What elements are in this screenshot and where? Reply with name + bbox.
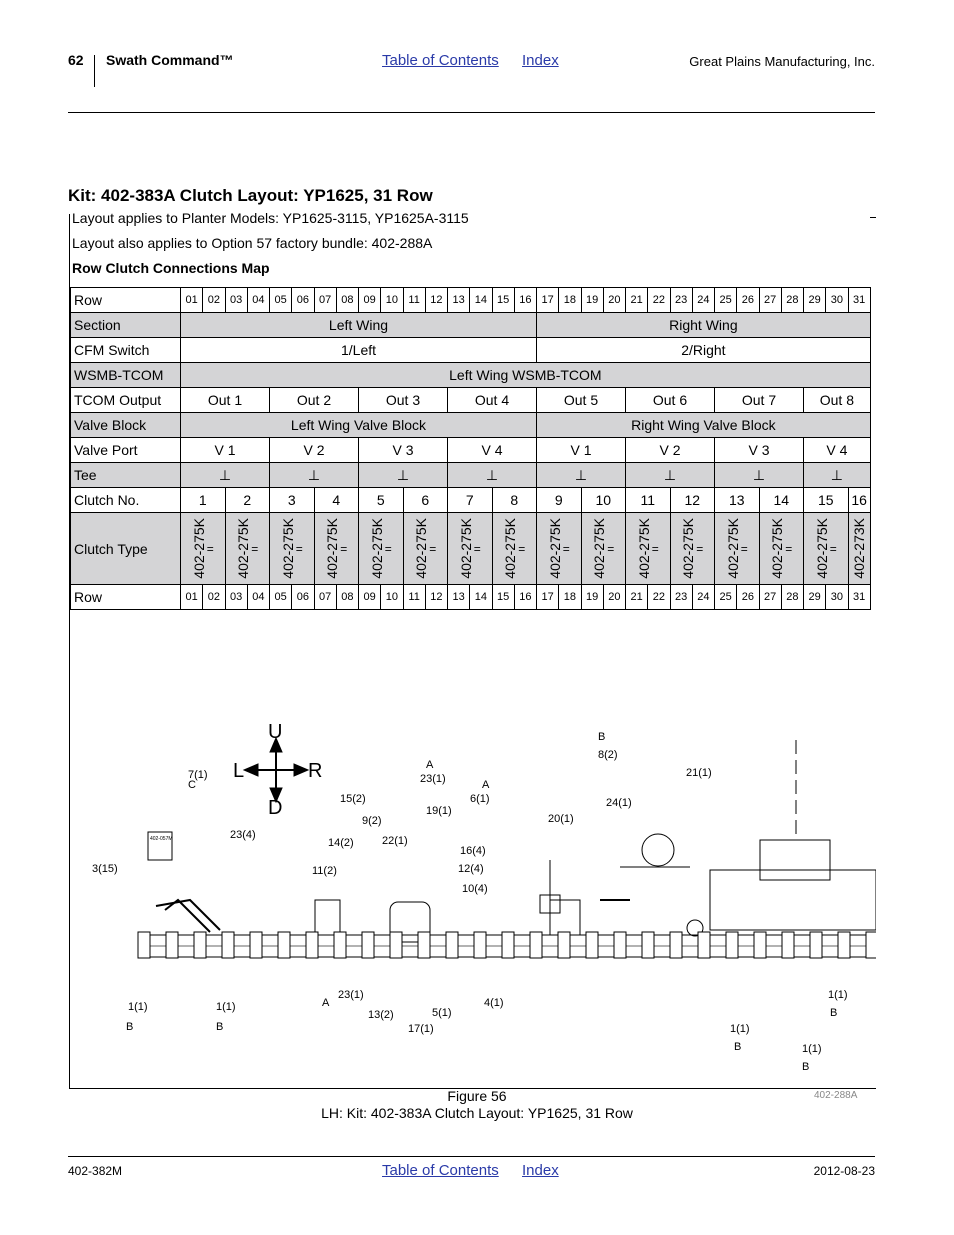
valve-port-cell: V 2 — [270, 438, 359, 463]
row-number-cell: 29 — [804, 585, 826, 610]
clutch-mark: = — [696, 541, 704, 556]
valve-block-label: Valve Block — [71, 413, 181, 438]
clutch-type-cell — [270, 513, 315, 585]
compass — [244, 738, 308, 802]
tee-cell: ⊥ — [448, 463, 537, 488]
clutch-mark: = — [607, 541, 615, 556]
row-unit-shank — [278, 932, 290, 958]
clutch-type-text: 402-275K — [769, 518, 786, 579]
clutch-number-cell: 13 — [715, 488, 760, 513]
callout-label: B — [734, 1041, 742, 1053]
tee-cell: ⊥ — [537, 463, 626, 488]
row-unit-shank — [754, 932, 766, 958]
compass-right-arrow — [294, 764, 308, 776]
clutch-mark: = — [562, 541, 570, 556]
row-number-cell: 16 — [514, 288, 536, 313]
tee-cell: ⊥ — [715, 463, 804, 488]
clutch-mark: = — [295, 541, 303, 556]
tcom-output-cell: Out 6 — [626, 388, 715, 413]
row-number-cell: 12 — [425, 585, 447, 610]
compass-right-label: R — [308, 760, 323, 782]
row-number-cell: 14 — [470, 288, 492, 313]
callout-label: B — [598, 731, 606, 743]
row-number-cell: 04 — [247, 288, 269, 313]
tee-label: Tee — [71, 463, 181, 488]
row-unit-shank — [614, 932, 626, 958]
clutch-mark: = — [829, 541, 837, 556]
clutch-type-text: 402-275K — [591, 518, 608, 579]
callouts — [92, 731, 848, 1073]
applies-line: Layout applies to Planter Models: YP1625-3115, YP1625A-3115 — [72, 210, 469, 226]
callout-label: 10(4) — [462, 883, 488, 895]
section-cell: Left Wing — [181, 313, 537, 338]
clutch-mark: = — [429, 541, 437, 556]
row-number-cell: 24 — [692, 585, 714, 610]
row-unit-shank — [502, 932, 514, 958]
row-unit-shank — [838, 932, 850, 958]
clutch-type-cell — [537, 513, 582, 585]
clutch-type-cell — [581, 513, 626, 585]
row-number-cell: 26 — [737, 288, 759, 313]
valve-port-label: Valve Port — [71, 438, 181, 463]
index-link[interactable]: Index — [522, 52, 559, 69]
callout-label: 17(1) — [408, 1023, 434, 1035]
clutch-number-cell: 9 — [537, 488, 582, 513]
row-number-cell: 14 — [470, 585, 492, 610]
row-unit-shank — [390, 932, 402, 958]
clutch-type-text: 402-275K — [813, 518, 830, 579]
row-number-cell: 22 — [648, 585, 670, 610]
valve-port-cell: V 3 — [359, 438, 448, 463]
row-number-cell: 17 — [537, 288, 559, 313]
row-unit-shank — [418, 932, 430, 958]
row-number-cell: 25 — [715, 288, 737, 313]
valve-port-cell: V 4 — [804, 438, 871, 463]
clutch-type-cell — [359, 513, 404, 585]
clutch-number-cell: 3 — [270, 488, 315, 513]
row-number-cell: 06 — [292, 288, 314, 313]
row-number-cell: 10 — [381, 288, 403, 313]
row-unit-shank — [558, 932, 570, 958]
row-number-cell: 13 — [448, 288, 470, 313]
label-tag — [148, 832, 173, 860]
header-rule — [68, 112, 875, 113]
row-number-cell: 21 — [626, 288, 648, 313]
clutch-number-cell: 1 — [181, 488, 226, 513]
doc-number: 402-382M — [68, 1164, 123, 1178]
callout-label: B — [216, 1021, 224, 1033]
wsmb-tcom-cell: Left Wing WSMB-TCOM — [181, 363, 871, 388]
clutch-type-cell — [848, 513, 870, 585]
clutch-mark: = — [651, 541, 659, 556]
callout-label: 23(1) — [338, 989, 364, 1001]
tee-cell: ⊥ — [804, 463, 871, 488]
row-number-cell: 30 — [826, 288, 848, 313]
figure-code: 402-288A — [814, 1090, 858, 1101]
clutch-type-text: 402-275K — [680, 518, 697, 579]
callout-label: A — [482, 779, 490, 791]
compass-left-arrow — [244, 764, 258, 776]
clutch-number-cell: 6 — [403, 488, 448, 513]
cfm-switch-cell: 1/Left — [181, 338, 537, 363]
row-unit-shank — [530, 932, 542, 958]
row-unit-shank — [586, 932, 598, 958]
tee-cell: ⊥ — [270, 463, 359, 488]
clutch-mark: = — [785, 541, 793, 556]
row-number-cell: 18 — [559, 585, 581, 610]
row-number-cell: 11 — [403, 585, 425, 610]
row-number-cell: 20 — [603, 288, 625, 313]
clutch-type-cell — [759, 513, 804, 585]
row-number-cell: 31 — [848, 288, 870, 313]
callout-label: 12(4) — [458, 863, 484, 875]
callout-label: A — [322, 997, 330, 1009]
callout-label: 5(1) — [432, 1007, 452, 1019]
row-units — [138, 932, 876, 958]
valve-port-cell: V 2 — [626, 438, 715, 463]
company-name: Great Plains Manufacturing, Inc. — [689, 54, 875, 69]
callout-label: 3(15) — [92, 863, 118, 875]
clutch-type-cell — [403, 513, 448, 585]
section-title: Kit: 402-383A Clutch Layout: YP1625, 31 Row — [68, 186, 433, 205]
callout-label: 7(1) — [188, 769, 208, 781]
row-number-cell: 12 — [425, 288, 447, 313]
figure-subcaption: LH: Kit: 402-383A Clutch Layout: YP1625, 31 Row — [321, 1105, 633, 1121]
row-number-cell: 24 — [692, 288, 714, 313]
row-unit-shank — [222, 932, 234, 958]
clutch-number-cell: 8 — [492, 488, 537, 513]
clutch-number-cell: 5 — [359, 488, 404, 513]
row-number-cell: 28 — [781, 288, 803, 313]
clutch-number-cell: 15 — [804, 488, 849, 513]
valve-block-cell: Right Wing Valve Block — [537, 413, 871, 438]
clutch-number-cell: 2 — [225, 488, 270, 513]
tcom-output-label: TCOM Output — [71, 388, 181, 413]
row-unit-shank — [138, 932, 150, 958]
row-number-cell: 02 — [203, 288, 225, 313]
callout-label: 21(1) — [686, 767, 712, 779]
row-number-cell: 05 — [270, 288, 292, 313]
clutch-type-cell — [626, 513, 671, 585]
row-number-cell: 09 — [359, 288, 381, 313]
callout-label: 9(2) — [362, 815, 382, 827]
row-number-cell: 09 — [359, 585, 381, 610]
row-number-cell: 27 — [759, 288, 781, 313]
callout-label: 20(1) — [548, 813, 574, 825]
clutch-type-text: 402-275K — [635, 518, 652, 579]
clutch-number-cell: 12 — [670, 488, 715, 513]
cfm-switch-cell: 2/Right — [537, 338, 871, 363]
clutch-number-cell: 11 — [626, 488, 671, 513]
clutch-number-cell: 14 — [759, 488, 804, 513]
row-number-cell: 04 — [247, 585, 269, 610]
tcom-output-cell: Out 5 — [537, 388, 626, 413]
label-tag-text: 402-057M — [150, 836, 173, 842]
callout-label: B — [802, 1061, 810, 1073]
clutch-type-cell — [314, 513, 359, 585]
header-divider — [94, 55, 95, 87]
row-number-cell: 01 — [181, 288, 203, 313]
callout-label: 13(2) — [368, 1009, 394, 1021]
map-title: Row Clutch Connections Map — [72, 260, 270, 276]
tee-cell: ⊥ — [181, 463, 270, 488]
tcom-output-cell: Out 2 — [270, 388, 359, 413]
callout-label: 19(1) — [426, 805, 452, 817]
clutch-type-text: 402-275K — [324, 518, 341, 579]
callout-label: 23(4) — [230, 829, 256, 841]
clutch-type-text: 402-275K — [546, 518, 563, 579]
planter-drawing — [70, 610, 876, 1086]
row-number-cell: 15 — [492, 288, 514, 313]
row-number-cell: 07 — [314, 288, 336, 313]
clutch-mark: = — [518, 541, 526, 556]
clutch-type-text: 402-273K — [851, 518, 868, 579]
row-unit-shank — [642, 932, 654, 958]
section-label: Section — [71, 313, 181, 338]
footer-toc-link[interactable]: Table of Contents — [382, 1162, 499, 1179]
row-number-cell: 16 — [514, 585, 536, 610]
clutch-mark: = — [473, 541, 481, 556]
clutch-number-cell: 4 — [314, 488, 359, 513]
clutch-mark: = — [251, 541, 259, 556]
clutch-type-text: 402-275K — [368, 518, 385, 579]
row-number-cell: 30 — [826, 585, 848, 610]
row-number-cell: 08 — [336, 288, 358, 313]
option-line: Layout also applies to Option 57 factory bundle: 402-288A — [72, 235, 433, 251]
row-unit-shank — [446, 932, 458, 958]
row-number-cell: 22 — [648, 288, 670, 313]
clutch-number-cell: 16 — [848, 488, 870, 513]
clutch-map-table — [70, 287, 871, 610]
wsmb-tcom-label: WSMB-TCOM — [71, 363, 181, 388]
callout-label: C — [188, 779, 196, 791]
callout-label: 11(2) — [312, 865, 337, 877]
row-number-cell: 27 — [759, 585, 781, 610]
compass-down-label: D — [268, 797, 283, 819]
clutch-type-text: 402-275K — [413, 518, 430, 579]
row-unit-shank — [866, 932, 876, 958]
clutch-type-cell — [670, 513, 715, 585]
row-unit-shank — [810, 932, 822, 958]
clutch-type-text: 402-275K — [190, 518, 207, 579]
frame-tick — [870, 217, 876, 218]
valve-port-cell: V 4 — [448, 438, 537, 463]
row-unit-shank — [474, 932, 486, 958]
manual-title: Swath Command™ — [106, 52, 234, 68]
row-unit-shank — [670, 932, 682, 958]
valve-port-cell: V 1 — [537, 438, 626, 463]
cfm-switch-label: CFM Switch — [71, 338, 181, 363]
toc-link[interactable]: Table of Contents — [382, 52, 499, 69]
clutch-type-cell — [492, 513, 537, 585]
row-number-cell: 10 — [381, 585, 403, 610]
callout-label: 1(1) — [216, 1001, 236, 1013]
clutch-type-text: 402-275K — [279, 518, 296, 579]
row-number-cell: 28 — [781, 585, 803, 610]
row-number-cell: 03 — [225, 585, 247, 610]
row-number-cell: 21 — [626, 585, 648, 610]
row-unit-shank — [194, 932, 206, 958]
clutch-type-cell — [715, 513, 760, 585]
row-number-cell: 02 — [203, 585, 225, 610]
clutch-mark: = — [206, 541, 214, 556]
clutch-type-text: 402-275K — [502, 518, 519, 579]
callout-label: 15(2) — [340, 793, 366, 805]
tee-cell: ⊥ — [626, 463, 715, 488]
row-number-cell: 19 — [581, 288, 603, 313]
clutch-type-cell — [181, 513, 226, 585]
row-bottom-label: Row — [71, 585, 181, 610]
row-number-cell: 26 — [737, 585, 759, 610]
clutch-type-label: Clutch Type — [71, 513, 181, 585]
row-label: Row — [71, 288, 181, 313]
tcom-output-cell: Out 1 — [181, 388, 270, 413]
row-unit-shank — [726, 932, 738, 958]
row-number-cell: 23 — [670, 585, 692, 610]
clutch-type-cell — [448, 513, 493, 585]
row-number-cell: 17 — [537, 585, 559, 610]
clutch-type-text: 402-275K — [457, 518, 474, 579]
row-number-cell: 18 — [559, 288, 581, 313]
clutch-type-text: 402-275K — [235, 518, 252, 579]
callout-label: 24(1) — [606, 797, 632, 809]
row-number-cell: 20 — [603, 585, 625, 610]
section-cell: Right Wing — [537, 313, 871, 338]
row-number-cell: 25 — [715, 585, 737, 610]
callout-label: A — [426, 759, 434, 771]
tcom-output-cell: Out 8 — [804, 388, 871, 413]
valve-block-cell: Left Wing Valve Block — [181, 413, 537, 438]
row-number-cell: 05 — [270, 585, 292, 610]
tee-cell: ⊥ — [359, 463, 448, 488]
callout-label: 22(1) — [382, 835, 408, 847]
row-unit-shank — [306, 932, 318, 958]
row-number-cell: 03 — [225, 288, 247, 313]
row-unit-shank — [334, 932, 346, 958]
callout-label: 16(4) — [460, 845, 486, 857]
row-unit-shank — [362, 932, 374, 958]
compass-up-label: U — [268, 721, 283, 743]
row-unit-shank — [698, 932, 710, 958]
clutch-mark: = — [340, 541, 348, 556]
clutch-number-cell: 10 — [581, 488, 626, 513]
valve-port-cell: V 1 — [181, 438, 270, 463]
row-number-cell: 11 — [403, 288, 425, 313]
row-number-cell: 29 — [804, 288, 826, 313]
callout-label: 1(1) — [128, 1001, 148, 1013]
page-number: 62 — [68, 52, 84, 68]
row-number-cell: 31 — [848, 585, 870, 610]
doc-date: 2012-08-23 — [813, 1164, 875, 1178]
clutch-mark: = — [740, 541, 748, 556]
compass-left-label: L — [233, 760, 245, 782]
row-unit-shank — [166, 932, 178, 958]
callout-label: 8(2) — [598, 749, 618, 761]
row-number-cell: 01 — [181, 585, 203, 610]
callout-label: 4(1) — [484, 997, 504, 1009]
clutch-no-label: Clutch No. — [71, 488, 181, 513]
figure-caption: Figure 56 — [447, 1088, 507, 1104]
clutch-number-cell: 7 — [448, 488, 493, 513]
row-number-cell: 07 — [314, 585, 336, 610]
callout-label: 23(1) — [420, 773, 446, 785]
callout-label: 6(1) — [470, 793, 490, 805]
tcom-output-cell: Out 4 — [448, 388, 537, 413]
tcom-output-cell: Out 3 — [359, 388, 448, 413]
clutch-type-text: 402-275K — [724, 518, 741, 579]
callout-label: B — [830, 1007, 838, 1019]
footer-rule — [68, 1156, 875, 1157]
footer-index-link[interactable]: Index — [522, 1162, 559, 1179]
callout-label: 14(2) — [328, 837, 354, 849]
callout-label: B — [126, 1021, 134, 1033]
row-number-cell: 08 — [336, 585, 358, 610]
clutch-mark: = — [384, 541, 392, 556]
valve-port-cell: V 3 — [715, 438, 804, 463]
row-unit-shank — [782, 932, 794, 958]
row-number-cell: 06 — [292, 585, 314, 610]
clutch-type-cell — [225, 513, 270, 585]
callout-label: 1(1) — [828, 989, 848, 1001]
row-number-cell: 15 — [492, 585, 514, 610]
row-unit-shank — [250, 932, 262, 958]
callout-label: 1(1) — [730, 1023, 750, 1035]
clutch-type-cell — [804, 513, 849, 585]
callout-label: 1(1) — [802, 1043, 822, 1055]
tcom-output-cell: Out 7 — [715, 388, 804, 413]
row-number-cell: 13 — [448, 585, 470, 610]
row-number-cell: 19 — [581, 585, 603, 610]
row-number-cell: 23 — [670, 288, 692, 313]
